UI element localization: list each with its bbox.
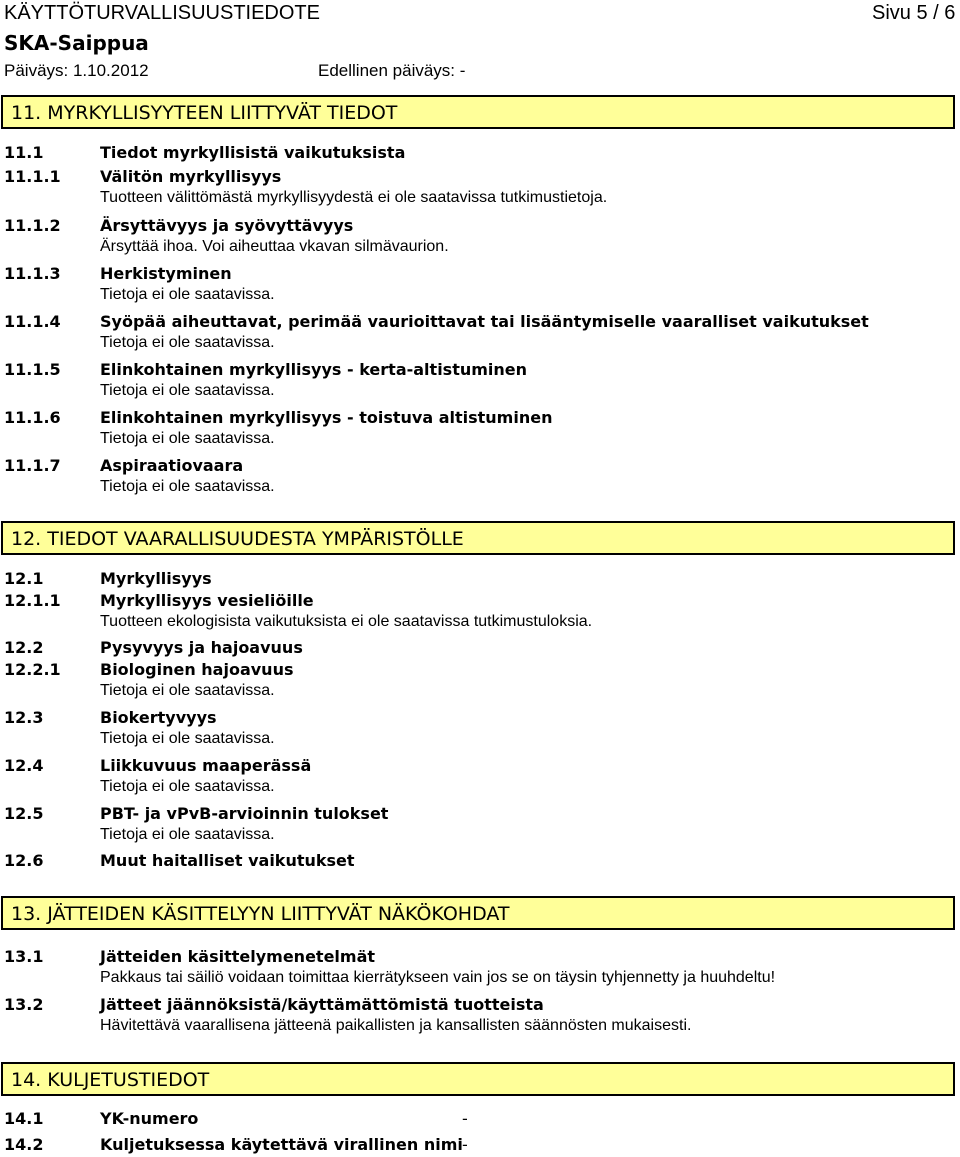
item-heading: Biologinen hajoavuus <box>100 660 294 679</box>
item-number: 11.1.7 <box>4 456 61 475</box>
item-number: 12.6 <box>4 851 44 870</box>
item-heading: Elinkohtainen myrkyllisyys - toistuva altistuminen <box>100 408 553 427</box>
revision-date: Päiväys: 1.10.2012 <box>4 61 149 80</box>
item-heading: Herkistyminen <box>100 264 232 283</box>
item-heading: Ärsyttävyys ja syövyttävyys <box>100 216 354 235</box>
item-number: 11.1.6 <box>4 408 61 427</box>
previous-revision-date: Edellinen päiväys: - <box>318 61 466 80</box>
section-11-heading: 11. MYRKYLLISYYTEEN LIITTYVÄT TIEDOT <box>1 95 955 129</box>
item-text: Tietoja ei ole saatavissa. <box>100 478 275 495</box>
item-number: 11.1.4 <box>4 312 61 331</box>
item-number: 12.1 <box>4 569 44 588</box>
document-title: KÄYTTÖTURVALLISUUSTIEDOTE <box>4 2 320 24</box>
item-number: 11.1.3 <box>4 264 61 283</box>
item-number: 14.1 <box>4 1109 44 1128</box>
item-heading: Myrkyllisyys <box>100 569 212 588</box>
item-heading: Liikkuvuus maaperässä <box>100 756 312 775</box>
item-heading: Jätteiden käsittelymenetelmät <box>100 947 376 966</box>
item-heading: Välitön myrkyllisyys <box>100 167 282 186</box>
item-text: Tuotteen välittömästä myrkyllisyydestä ei ole saatavissa tutkimustietoja. <box>100 189 608 206</box>
company-name: SKA-Saippua <box>4 31 149 55</box>
item-heading: Tiedot myrkyllisistä vaikutuksista <box>100 143 406 162</box>
item-number: 14.2 <box>4 1135 44 1154</box>
item-number: 12.1.1 <box>4 591 61 610</box>
item-heading: Biokertyvyys <box>100 708 217 727</box>
item-number: 11.1 <box>4 143 44 162</box>
item-number: 12.2.1 <box>4 660 61 679</box>
item-number: 13.1 <box>4 947 44 966</box>
section-12-heading: 12. TIEDOT VAARALLISUUDESTA YMPÄRISTÖLLE <box>1 521 955 555</box>
item-number: 13.2 <box>4 995 44 1014</box>
section-13-heading: 13. JÄTTEIDEN KÄSITTELYYN LIITTYVÄT NÄKÖKOHDAT <box>1 896 955 930</box>
page-number: Sivu 5 / 6 <box>872 2 956 24</box>
item-heading: Myrkyllisyys vesieliöille <box>100 591 314 610</box>
item-text: Tietoja ei ole saatavissa. <box>100 286 275 303</box>
item-text: Hävitettävä vaarallisena jätteenä paikallisten ja kansallisten säännösten mukaisesti. <box>100 1017 692 1034</box>
item-text: Tietoja ei ole saatavissa. <box>100 382 275 399</box>
item-number: 12.5 <box>4 804 44 823</box>
item-text: Tietoja ei ole saatavissa. <box>100 682 275 699</box>
item-number: 11.1.5 <box>4 360 61 379</box>
item-text: Tietoja ei ole saatavissa. <box>100 730 275 747</box>
item-heading: Pysyvyys ja hajoavuus <box>100 638 303 657</box>
item-heading: Kuljetuksessa käytettävä virallinen nimi <box>100 1135 463 1154</box>
item-text: Tietoja ei ole saatavissa. <box>100 826 275 843</box>
item-heading: Aspiraatiovaara <box>100 456 244 475</box>
item-text: Tietoja ei ole saatavissa. <box>100 778 275 795</box>
item-number: 11.1.1 <box>4 167 61 186</box>
item-text: Tuotteen ekologisista vaikutuksista ei ole saatavissa tutkimustuloksia. <box>100 613 593 630</box>
item-value: - <box>462 1109 468 1128</box>
section-14-heading: 14. KULJETUSTIEDOT <box>1 1062 955 1096</box>
item-number: 11.1.2 <box>4 216 61 235</box>
item-heading: Syöpää aiheuttavat, perimää vaurioittavat tai lisääntymiselle vaaralliset vaikutukset <box>100 312 869 331</box>
item-heading: Elinkohtainen myrkyllisyys - kerta-altistuminen <box>100 360 528 379</box>
item-text: Tietoja ei ole saatavissa. <box>100 430 275 447</box>
item-value: - <box>462 1135 468 1154</box>
item-text: Pakkaus tai säiliö voidaan toimittaa kierrätykseen vain jos se on täysin tyhjennetty ja huuhdeltu! <box>100 969 776 986</box>
item-number: 12.3 <box>4 708 44 727</box>
item-number: 12.4 <box>4 756 44 775</box>
item-text: Ärsyttää ihoa. Voi aiheuttaa vkavan silmävaurion. <box>100 238 449 255</box>
item-text: Tietoja ei ole saatavissa. <box>100 334 275 351</box>
item-heading: Jätteet jäännöksistä/käyttämättömistä tuotteista <box>100 995 544 1014</box>
item-heading: PBT- ja vPvB-arvioinnin tulokset <box>100 804 389 823</box>
item-heading: Muut haitalliset vaikutukset <box>100 851 355 870</box>
item-number: 12.2 <box>4 638 44 657</box>
item-heading: YK-numero <box>100 1109 199 1128</box>
